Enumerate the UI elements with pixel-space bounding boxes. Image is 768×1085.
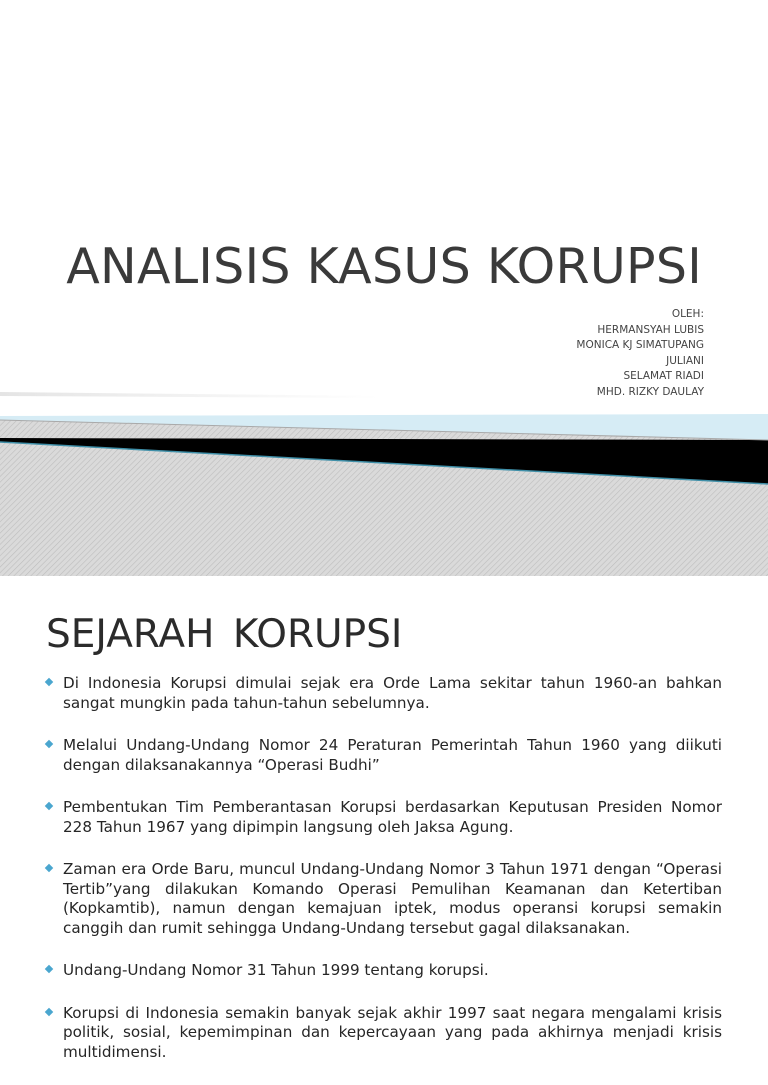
- list-item: [44, 736, 722, 775]
- slide-title: ANALISIS KASUS KORUPSI: [66, 238, 702, 295]
- diamond-bullet-icon: [45, 965, 53, 973]
- light-strip: [0, 392, 380, 398]
- bullet-text: Pembentukan Tim Pemberantasan Korupsi berdasarkan Keputusan Presiden Nomor 228 Tahun 1967 yang dipimpin langsung oleh Jaksa Agung.: [63, 798, 722, 836]
- section-heading: SEJARAH KORUPSI: [46, 612, 403, 657]
- bullet-text: Melalui Undang-Undang Nomor 24 Peraturan Pemerintah Tahun 1960 yang diikuti dengan dilaksanakannya “Operasi Budhi”: [63, 736, 722, 774]
- author-line: MONICA KJ SIMATUPANG: [576, 339, 704, 351]
- list-item: [44, 1004, 722, 1063]
- author-line: HERMANSYAH LUBIS: [597, 323, 704, 336]
- list-item: [44, 860, 722, 938]
- diamond-bullet-icon: [45, 802, 53, 810]
- content-slide: [0, 576, 768, 1061]
- diamond-bullet-icon: [45, 1007, 53, 1015]
- author-line: SELAMAT RIADI: [623, 370, 704, 382]
- list-item: [44, 798, 722, 837]
- author-line: MHD. RIZKY DAULAY: [596, 385, 704, 398]
- author-line: OLEH:: [671, 308, 704, 320]
- list-item: [44, 674, 722, 713]
- diamond-bullet-icon: [45, 740, 53, 748]
- decorative-bands: [0, 380, 768, 576]
- bullet-text: Korupsi di Indonesia semakin banyak sejak akhir 1997 saat negara mengalami krisis politik, sosial, kepemimpinan dan kepercayaan yang pada akhirnya menjadi krisis multidimensi.: [63, 1003, 722, 1061]
- list-item: [44, 961, 722, 981]
- bullet-text: Undang-Undang Nomor 31 Tahun 1999 tentang korupsi.: [63, 961, 489, 979]
- diamond-bullet-icon: [45, 864, 53, 872]
- bullet-text: Zaman era Orde Baru, muncul Undang-Undang Nomor 3 Tahun 1971 dengan “Operasi Tertib”yang dilakukan Komando Operasi Pemulihan Keamanan dan Ketertiban (Kopkamtib), namun dengan kemajuan iptek, modus operansi korupsi semakin canggih dan rumit sehingga Undang-Undang tersebut gagal dilaksanakan.: [63, 860, 722, 937]
- diamond-bullet-icon: [45, 678, 53, 686]
- author-line: JULIANI: [666, 354, 704, 367]
- bullet-text: Di Indonesia Korupsi dimulai sejak era Orde Lama sekitar tahun 1960-an bahkan sangat mungkin pada tahun-tahun sebelumnya.: [63, 674, 722, 712]
- bullet-list: [44, 674, 722, 1085]
